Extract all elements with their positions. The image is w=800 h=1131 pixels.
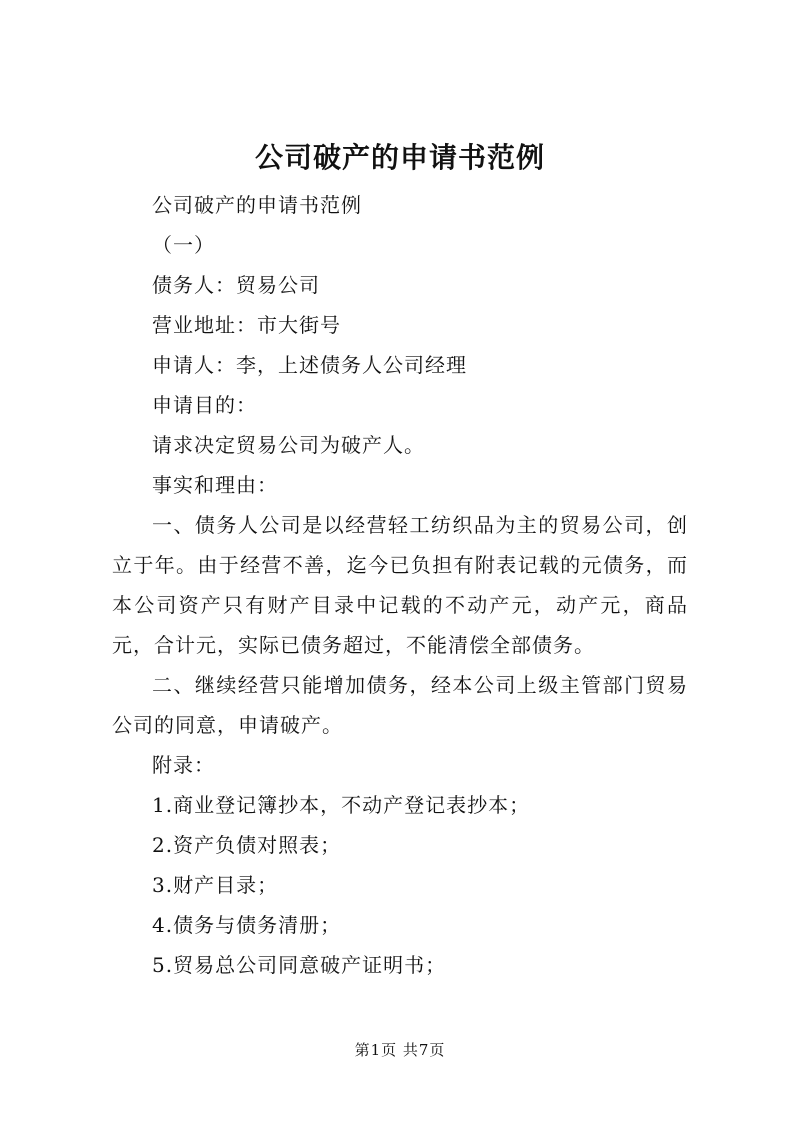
- paragraph-appendix-heading: 附录：: [152, 753, 215, 777]
- page-footer: 第1页 共7页: [354, 1041, 446, 1059]
- paragraph-reasons-heading: 事实和理由：: [152, 473, 278, 497]
- paragraph-appendix-item-3: 3.财产目录；: [152, 873, 279, 897]
- paragraph-subtitle: 公司破产的申请书范例: [152, 193, 362, 217]
- paragraph-debtor: 债务人：贸易公司: [152, 273, 320, 297]
- paragraph-section-number: （一）: [152, 233, 215, 257]
- paragraph-appendix-item-1: 1.商业登记簿抄本，不动产登记表抄本；: [152, 793, 531, 817]
- document-body: [112, 185, 688, 985]
- paragraph-reason-one: 一、债务人公司是以经营轻工纺织品为主的贸易公司，创立于年。由于经营不善，迄今已负担有附表记载的元债务，而本公司资产只有财产目录中记载的不动产元，动产元，商品元，合计元，实际已债务超过，不能清偿全部债务。: [112, 513, 688, 657]
- paragraph-appendix-item-5: 5.贸易总公司同意破产证明书；: [152, 953, 447, 977]
- paragraph-appendix-item-2: 2.资产负债对照表；: [152, 833, 342, 857]
- paragraph-applicant: 申请人：李，上述债务人公司经理: [152, 353, 467, 377]
- paragraph-address: 营业地址：市大街号: [152, 313, 341, 337]
- paragraph-purpose-heading: 申请目的：: [152, 393, 257, 417]
- paragraph-appendix-item-4: 4.债务与债务清册；: [152, 913, 342, 937]
- document-title: 公司破产的申请书范例: [254, 141, 545, 174]
- paragraph-reason-two: 二、继续经营只能增加债务，经本公司上级主管部门贸易公司的同意，申请破产。: [112, 673, 688, 737]
- paragraph-purpose: 请求决定贸易公司为破产人。: [152, 433, 425, 457]
